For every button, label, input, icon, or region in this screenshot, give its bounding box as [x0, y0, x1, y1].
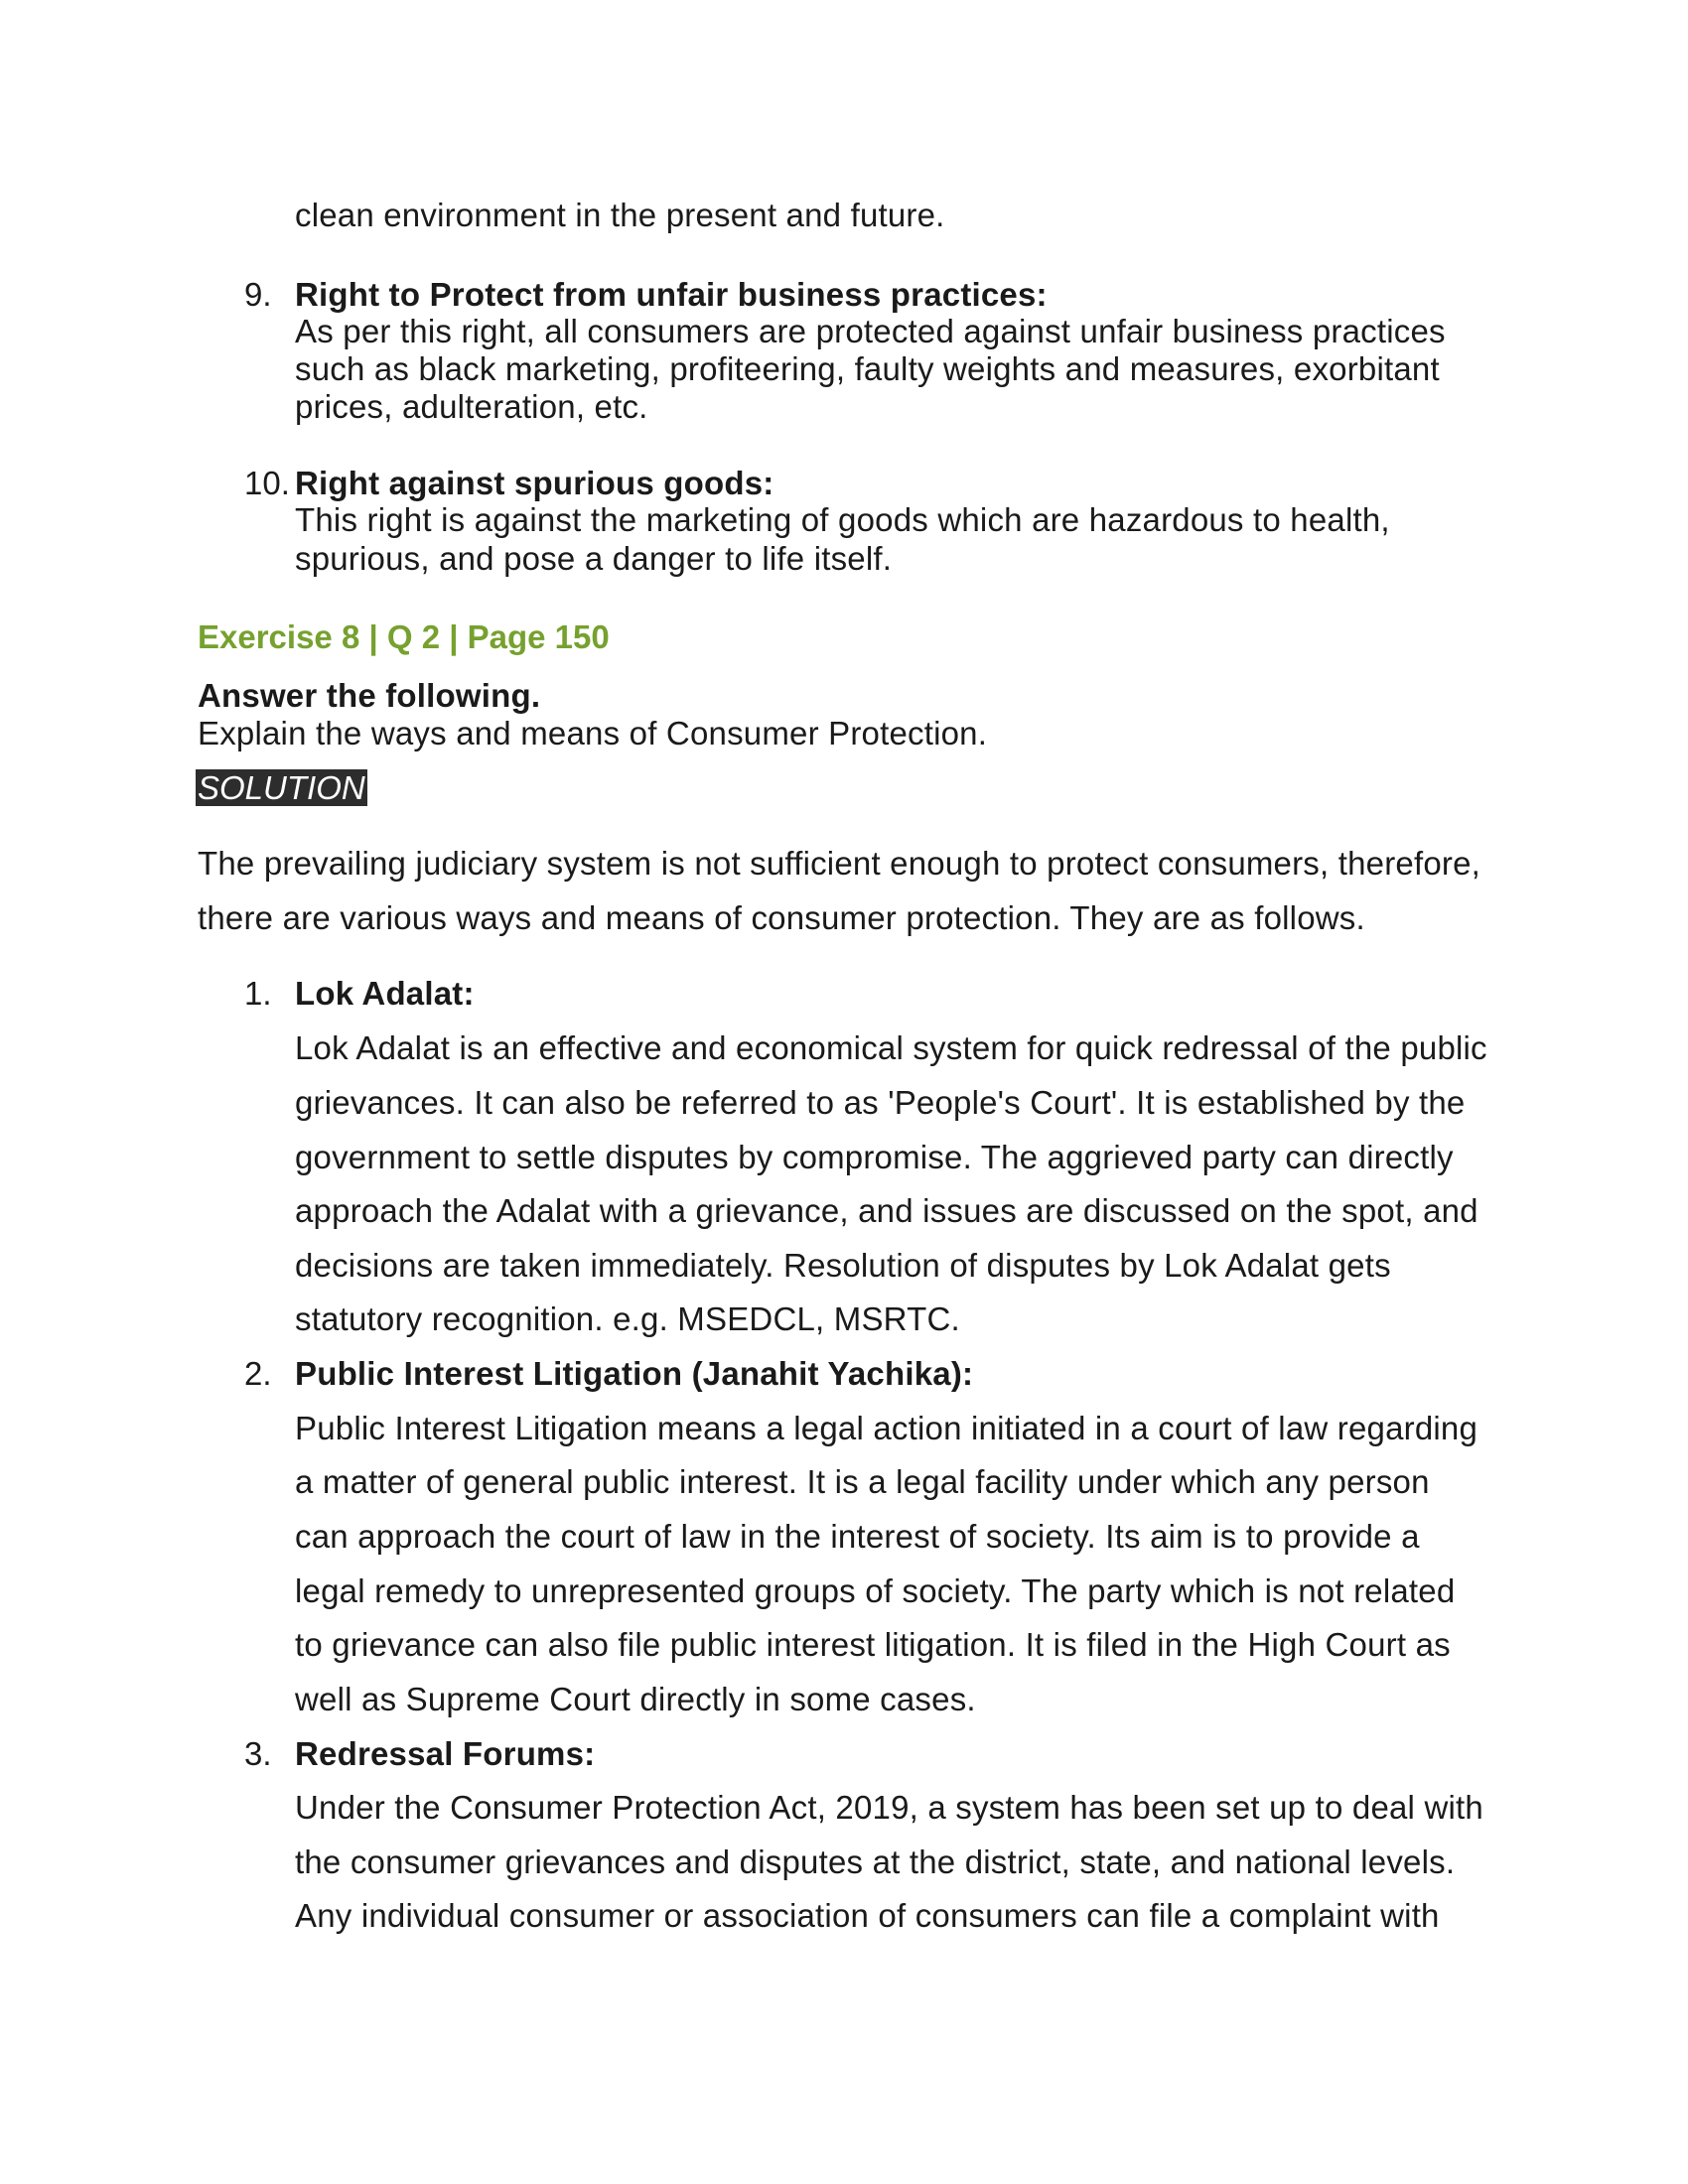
solution-intro-line: The prevailing judiciary system is not sufficient enough to protect consumers, therefore,	[198, 845, 1480, 882]
item-3-line: Under the Consumer Protection Act, 2019, a system has been set up to deal with	[295, 1789, 1483, 1826]
item-1-line: Lok Adalat is an effective and economical system for quick redressal of the public	[295, 1029, 1487, 1066]
item-1-line: statutory recognition. e.g. MSEDCL, MSRTC.	[295, 1300, 960, 1337]
item-2-line: a matter of general public interest. It is a legal facility under which any person	[295, 1463, 1430, 1500]
item-1-line: decisions are taken immediately. Resolution of disputes by Lok Adalat gets	[295, 1247, 1391, 1284]
item-2-line: well as Supreme Court directly in some cases.	[295, 1681, 976, 1717]
item-2-line: to grievance can also file public interest litigation. It is filed in the High Court as	[295, 1626, 1451, 1663]
item-1-title: Lok Adalat:	[295, 975, 475, 1012]
solution-intro-line: there are various ways and means of consumer protection. They are as follows.	[198, 899, 1365, 936]
right-10-line: This right is against the marketing of goods which are hazardous to health,	[295, 501, 1390, 538]
solution-label-wrap	[196, 769, 367, 807]
solution-label: SOLUTION	[198, 769, 365, 806]
item-3-number: 3.	[244, 1735, 272, 1772]
right-9-line: As per this right, all consumers are protected against unfair business practices	[295, 313, 1446, 349]
item-2-title: Public Interest Litigation (Janahit Yachika):	[295, 1355, 974, 1392]
item-2-line: can approach the court of law in the interest of society. Its aim is to provide a	[295, 1518, 1420, 1555]
item-2-line: legal remedy to unrepresented groups of society. The party which is not related	[295, 1572, 1456, 1609]
right-10-number: 10.	[244, 465, 290, 501]
right-10-title: Right against spurious goods:	[295, 465, 774, 501]
item-1-line: approach the Adalat with a grievance, and issues are discussed on the spot, and	[295, 1192, 1478, 1229]
item-2-line: Public Interest Litigation means a legal action initiated in a court of law regarding	[295, 1410, 1478, 1446]
item-1-line: grievances. It can also be referred to as 'People's Court'. It is established by the	[295, 1084, 1466, 1121]
right-10-line: spurious, and pose a danger to life itself.	[295, 540, 893, 577]
question-text: Explain the ways and means of Consumer Protection.	[198, 715, 988, 751]
item-2-number: 2.	[244, 1355, 272, 1392]
item-3-line: the consumer grievances and disputes at the district, state, and national levels.	[295, 1843, 1456, 1880]
item-3-title: Redressal Forums:	[295, 1735, 596, 1772]
item-1-line: government to settle disputes by compromise. The aggrieved party can directly	[295, 1139, 1454, 1175]
right-9-title: Right to Protect from unfair business practices:	[295, 276, 1048, 313]
exercise-heading: Exercise 8 | Q 2 | Page 150	[198, 618, 610, 655]
item-1-number: 1.	[244, 975, 272, 1012]
prompt-title: Answer the following.	[198, 677, 541, 714]
item-3-line: Any individual consumer or association of consumers can file a complaint with	[295, 1897, 1440, 1934]
right-9-line: prices, adulteration, etc.	[295, 388, 648, 425]
right-9-line: such as black marketing, profiteering, faulty weights and measures, exorbitant	[295, 350, 1440, 387]
right-9-number: 9.	[244, 276, 272, 313]
intro-line: clean environment in the present and future.	[295, 197, 945, 233]
